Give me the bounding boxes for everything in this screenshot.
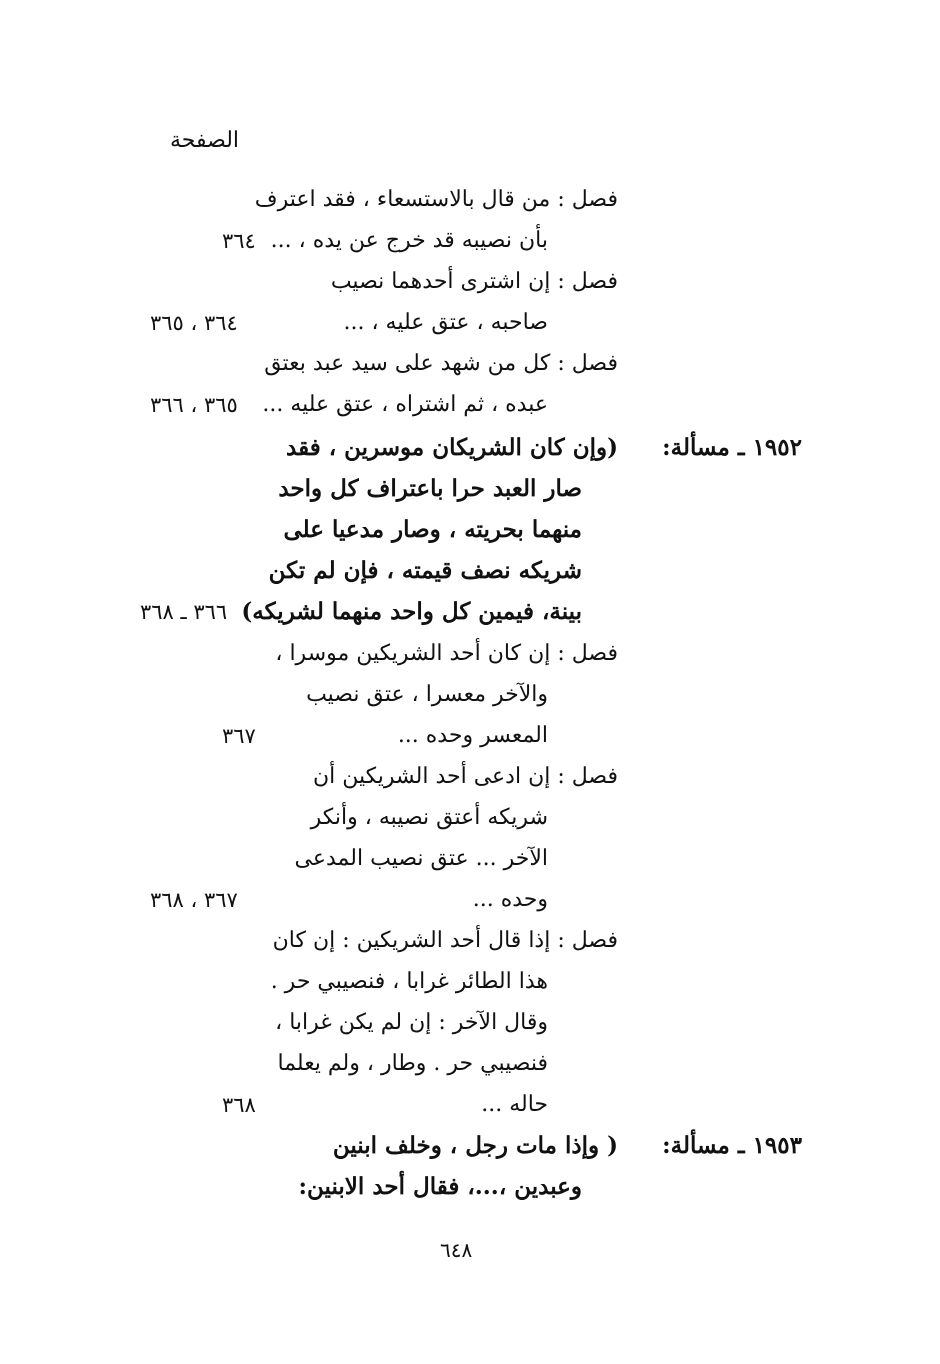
entry-page-ref: ٣٦٧ — [222, 724, 256, 748]
masala-line: بينة، فيمين كل واحد منهما لشريكه) — [241, 598, 582, 625]
entry-text: عبده ، ثم اشتراه ، عتق عليه ... — [262, 392, 548, 417]
masala-line: صار العبد حرا باعتراف كل واحد — [278, 475, 582, 502]
masala-line: شريكه نصف قيمته ، فإن لم تكن — [268, 557, 582, 584]
entry-text: حاله ... — [481, 1092, 548, 1117]
masala-1952-label: ١٩٥٢ ـ مسألة: — [662, 434, 802, 461]
entry-text: فصل : إذا قال أحد الشريكين : إن كان — [272, 928, 618, 953]
entry-text: الآخر ... عتق نصيب المدعى — [294, 846, 548, 871]
entry-text: صاحبه ، عتق عليه ، ... — [343, 310, 548, 335]
masala-line: (وإن كان الشريكان موسرين ، فقد — [286, 434, 618, 461]
entry-page-ref: ٣٦٤ ، ٣٦٥ — [150, 311, 238, 335]
entry-text: والآخر معسرا ، عتق نصيب — [306, 682, 548, 707]
masala-line: وعبدين ،...، فقال أحد الابنين: — [298, 1173, 582, 1200]
entry-text: فصل : إن اشترى أحدهما نصيب — [330, 269, 618, 294]
page-column-header: الصفحة — [170, 128, 240, 153]
masala-line: ( وإذا مات رجل ، وخلف ابنين — [332, 1132, 618, 1159]
entry-text: وحده ... — [472, 887, 548, 912]
entry-text: فنصيبي حر . وطار ، ولم يعلما — [277, 1051, 548, 1076]
entry-text: فصل : إن كان أحد الشريكين موسرا ، — [275, 641, 618, 666]
masala-line: منهما بحريته ، وصار مدعيا على — [283, 516, 582, 543]
entry-page-ref: ٣٦٥ ، ٣٦٦ — [150, 393, 238, 417]
entry-text: بأن نصيبه قد خرج عن يده ، ... — [270, 228, 548, 253]
entry-page-ref: ٣٦٨ — [222, 1093, 256, 1117]
entry-page-ref: ٣٦٤ — [222, 229, 256, 253]
masala-1953-label: ١٩٥٣ ـ مسألة: — [662, 1132, 802, 1159]
entry-text: فصل : من قال بالاستسعاء ، فقد اعترف — [254, 187, 618, 212]
entry-text: شريكه أعتق نصيبه ، وأنكر — [310, 805, 548, 830]
entry-text: هذا الطائر غرابا ، فنصيبي حر . — [270, 969, 548, 994]
entry-text: المعسر وحده ... — [397, 723, 548, 748]
masala-1952-page-ref: ٣٦٦ ـ ٣٦٨ — [140, 600, 228, 624]
entry-text: فصل : إن ادعى أحد الشريكين أن — [312, 764, 618, 789]
page-number: ٦٤٨ — [440, 1238, 473, 1262]
entry-text: فصل : كل من شهد على سيد عبد بعتق — [264, 351, 618, 376]
entry-page-ref: ٣٦٧ ، ٣٦٨ — [150, 888, 238, 912]
entry-text: وقال الآخر : إن لم يكن غرابا ، — [275, 1010, 548, 1035]
